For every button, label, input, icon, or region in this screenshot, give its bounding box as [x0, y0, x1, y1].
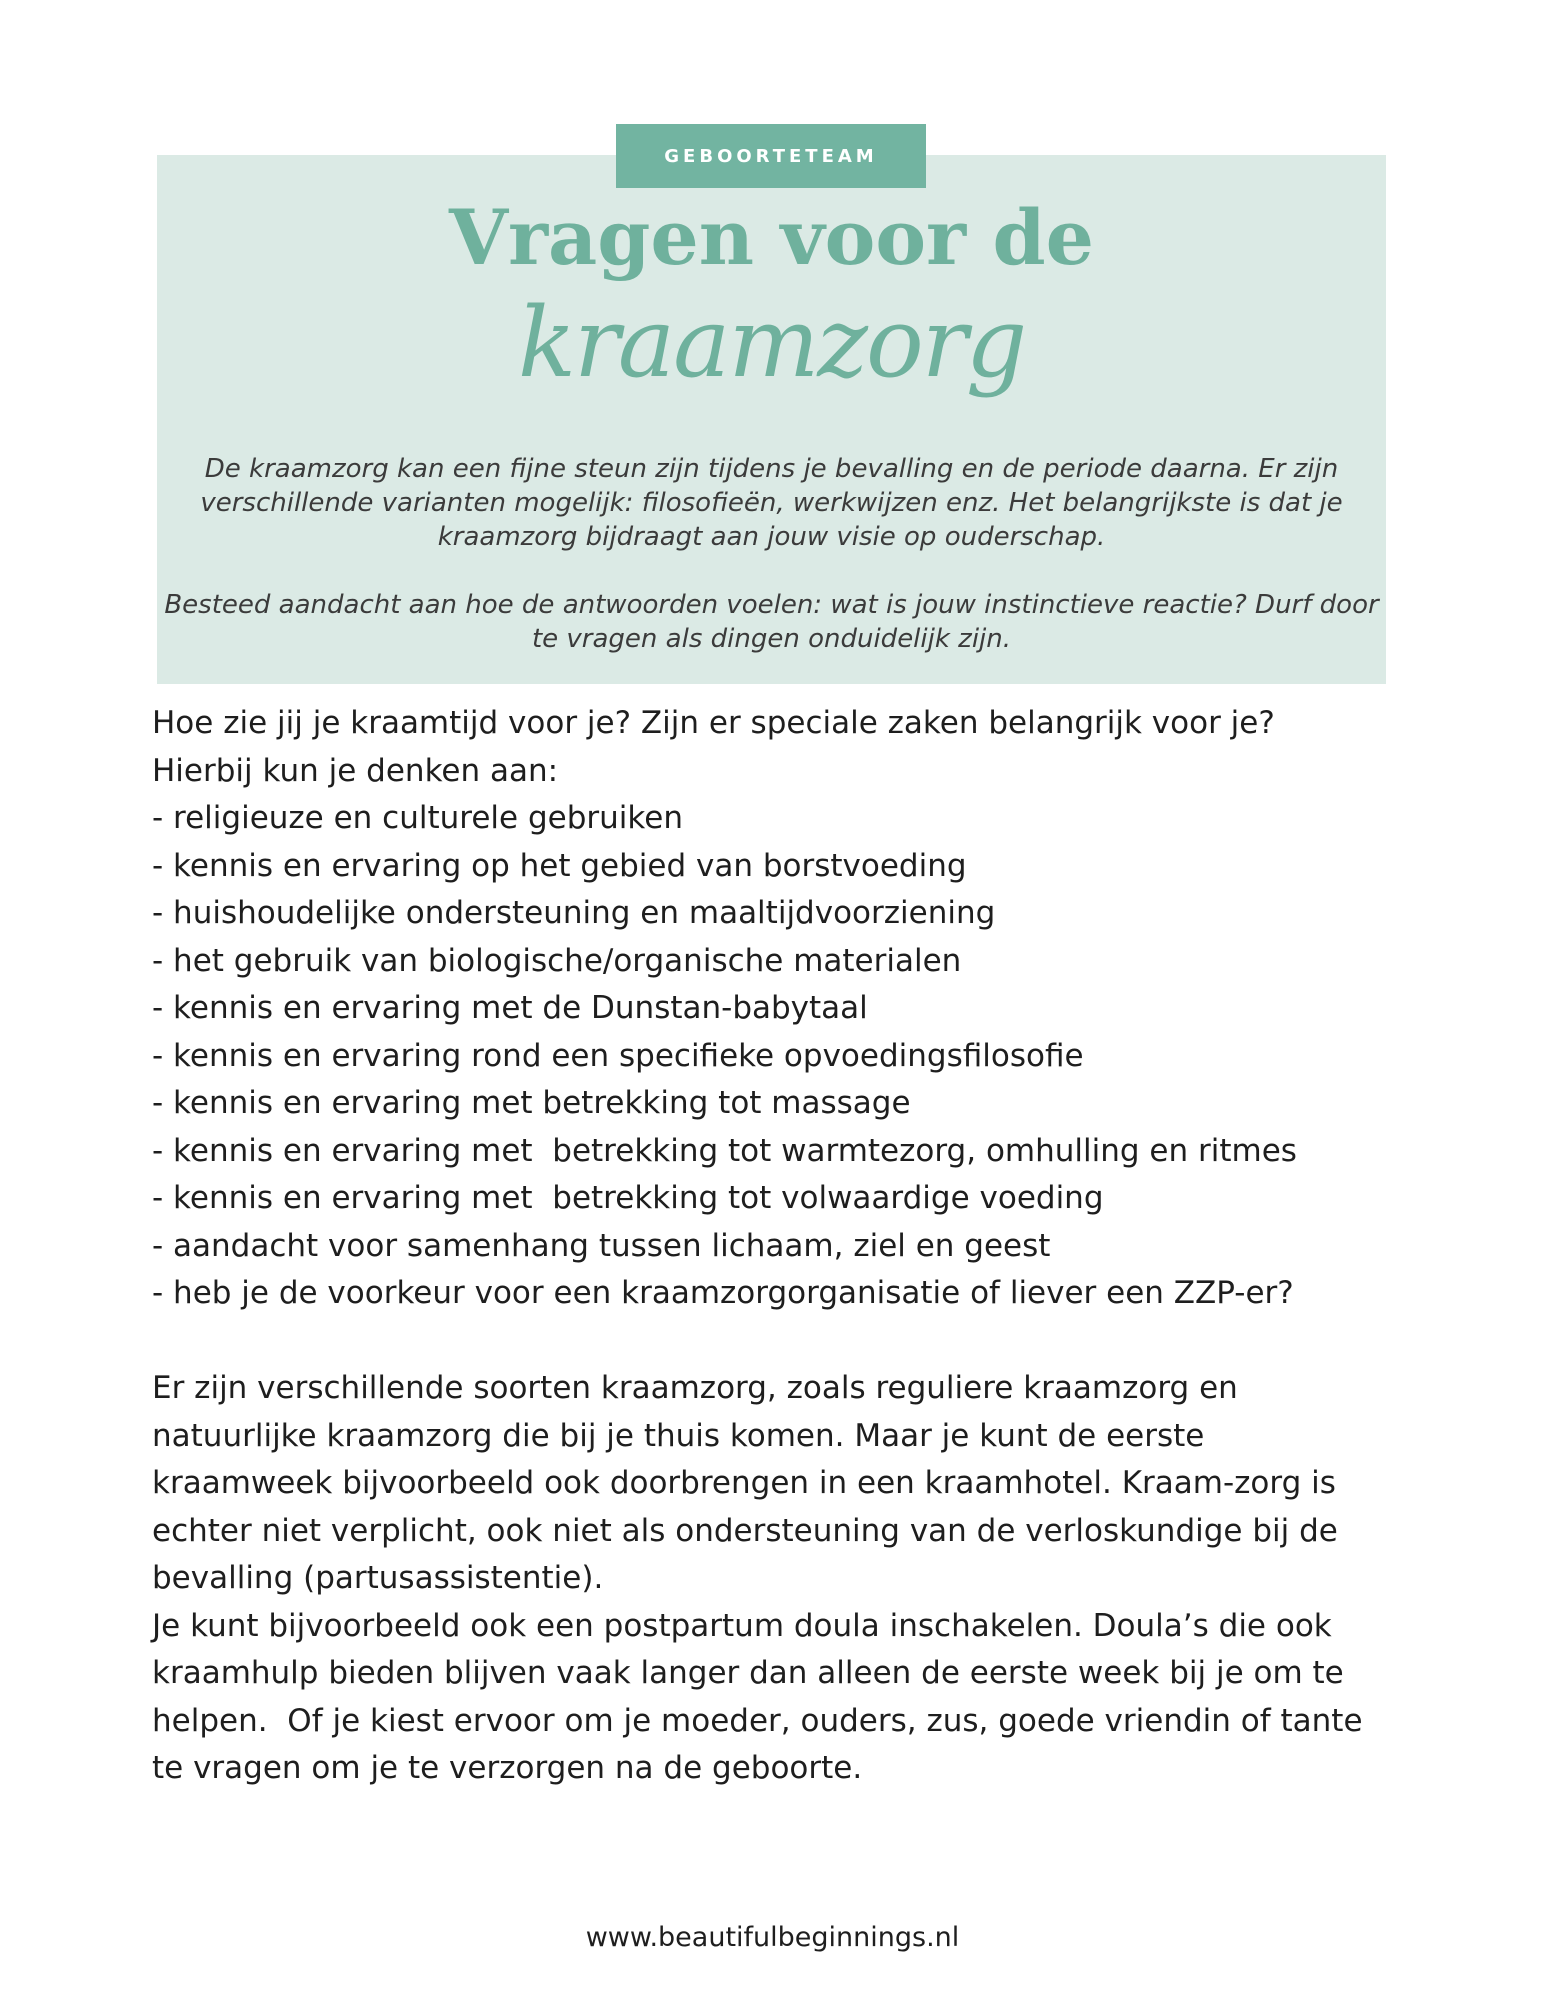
list-item: - huishoudelijke ondersteuning en maaltijdvoorziening: [152, 895, 996, 931]
body-text: [152, 700, 1392, 1793]
list-item: - religieuze en culturele gebruiken: [152, 800, 683, 836]
list-item: - heb je de voorkeur voor een kraamzorgorganisatie of liever een ZZP-er?: [152, 1275, 1294, 1311]
page-title: Vragen voor de: [449, 193, 1094, 282]
list-item: - het gebruik van biologische/organische materialen: [152, 942, 962, 979]
list-item: - kennis en ervaring op het gebied van borstvoeding: [152, 847, 967, 884]
intro-paragraph: De kraamzorg kan een fijne steun zijn tijdens je bevalling en de periode daarna. Er zijn verschillende varianten mogelijk: filosofieën, werkwijzen enz. Het belangrijkste is dat je kraamzorg bijdraagt aan jouw visie op ouderschap.: [200, 454, 1343, 552]
list-item: - aandacht voor samenhang tussen lichaam, ziel en geest: [152, 1227, 1051, 1264]
category-badge: GEBOORTETEAM: [616, 124, 926, 188]
intro-text: [157, 452, 1386, 656]
list-item: - kennis en ervaring met de Dunstan-babytaal: [152, 990, 868, 1026]
footer-url: www.beautifulbeginnings.nl: [585, 1922, 960, 1953]
question-line: Hierbij kun je denken aan:: [152, 752, 559, 789]
paragraph-spacer: [152, 1318, 1392, 1366]
question-line: Hoe zie jij je kraamtijd voor je? Zijn er speciale zaken belangrijk voor je?: [152, 705, 1275, 741]
list-item: - kennis en ervaring met betrekking tot volwaardige voeding: [152, 1180, 1104, 1216]
intro-paragraph: Besteed aandacht aan hoe de antwoorden voelen: wat is jouw instinctieve reactie? Durf door te vragen als dingen onduidelijk zijn.: [164, 590, 1379, 654]
list-item: - kennis en ervaring met betrekking tot warmtezorg, omhulling en ritmes: [152, 1132, 1297, 1169]
body-paragraph: Je kunt bijvoorbeeld ook een postpartum doula inschakelen. Doula’s die ook kraamhulp bieden blijven vaak langer dan alleen de eerste week bij je om te helpen. Of je kiest ervoor om je moeder, ouders, zus, goede vriendin of tante te vragen om je te verzorgen na de geboorte.: [152, 1607, 1373, 1786]
list-item: - kennis en ervaring rond een specifieke opvoedingsfilosofie: [152, 1037, 1084, 1074]
page-title-script: kraamzorg: [517, 287, 1026, 399]
list-item: - kennis en ervaring met betrekking tot massage: [152, 1085, 911, 1121]
body-paragraph: Er zijn verschillende soorten kraamzorg, zoals reguliere kraamzorg en natuurlijke kraamzorg die bij je thuis komen. Maar je kunt de eerste kraamweek bijvoorbeeld ook doorbrengen in een kraamhotel. Kraam-zorg is echter niet verplicht, ook niet als ondersteuning van de verloskundige bij de bevalling (partusassistentie).: [152, 1370, 1348, 1596]
